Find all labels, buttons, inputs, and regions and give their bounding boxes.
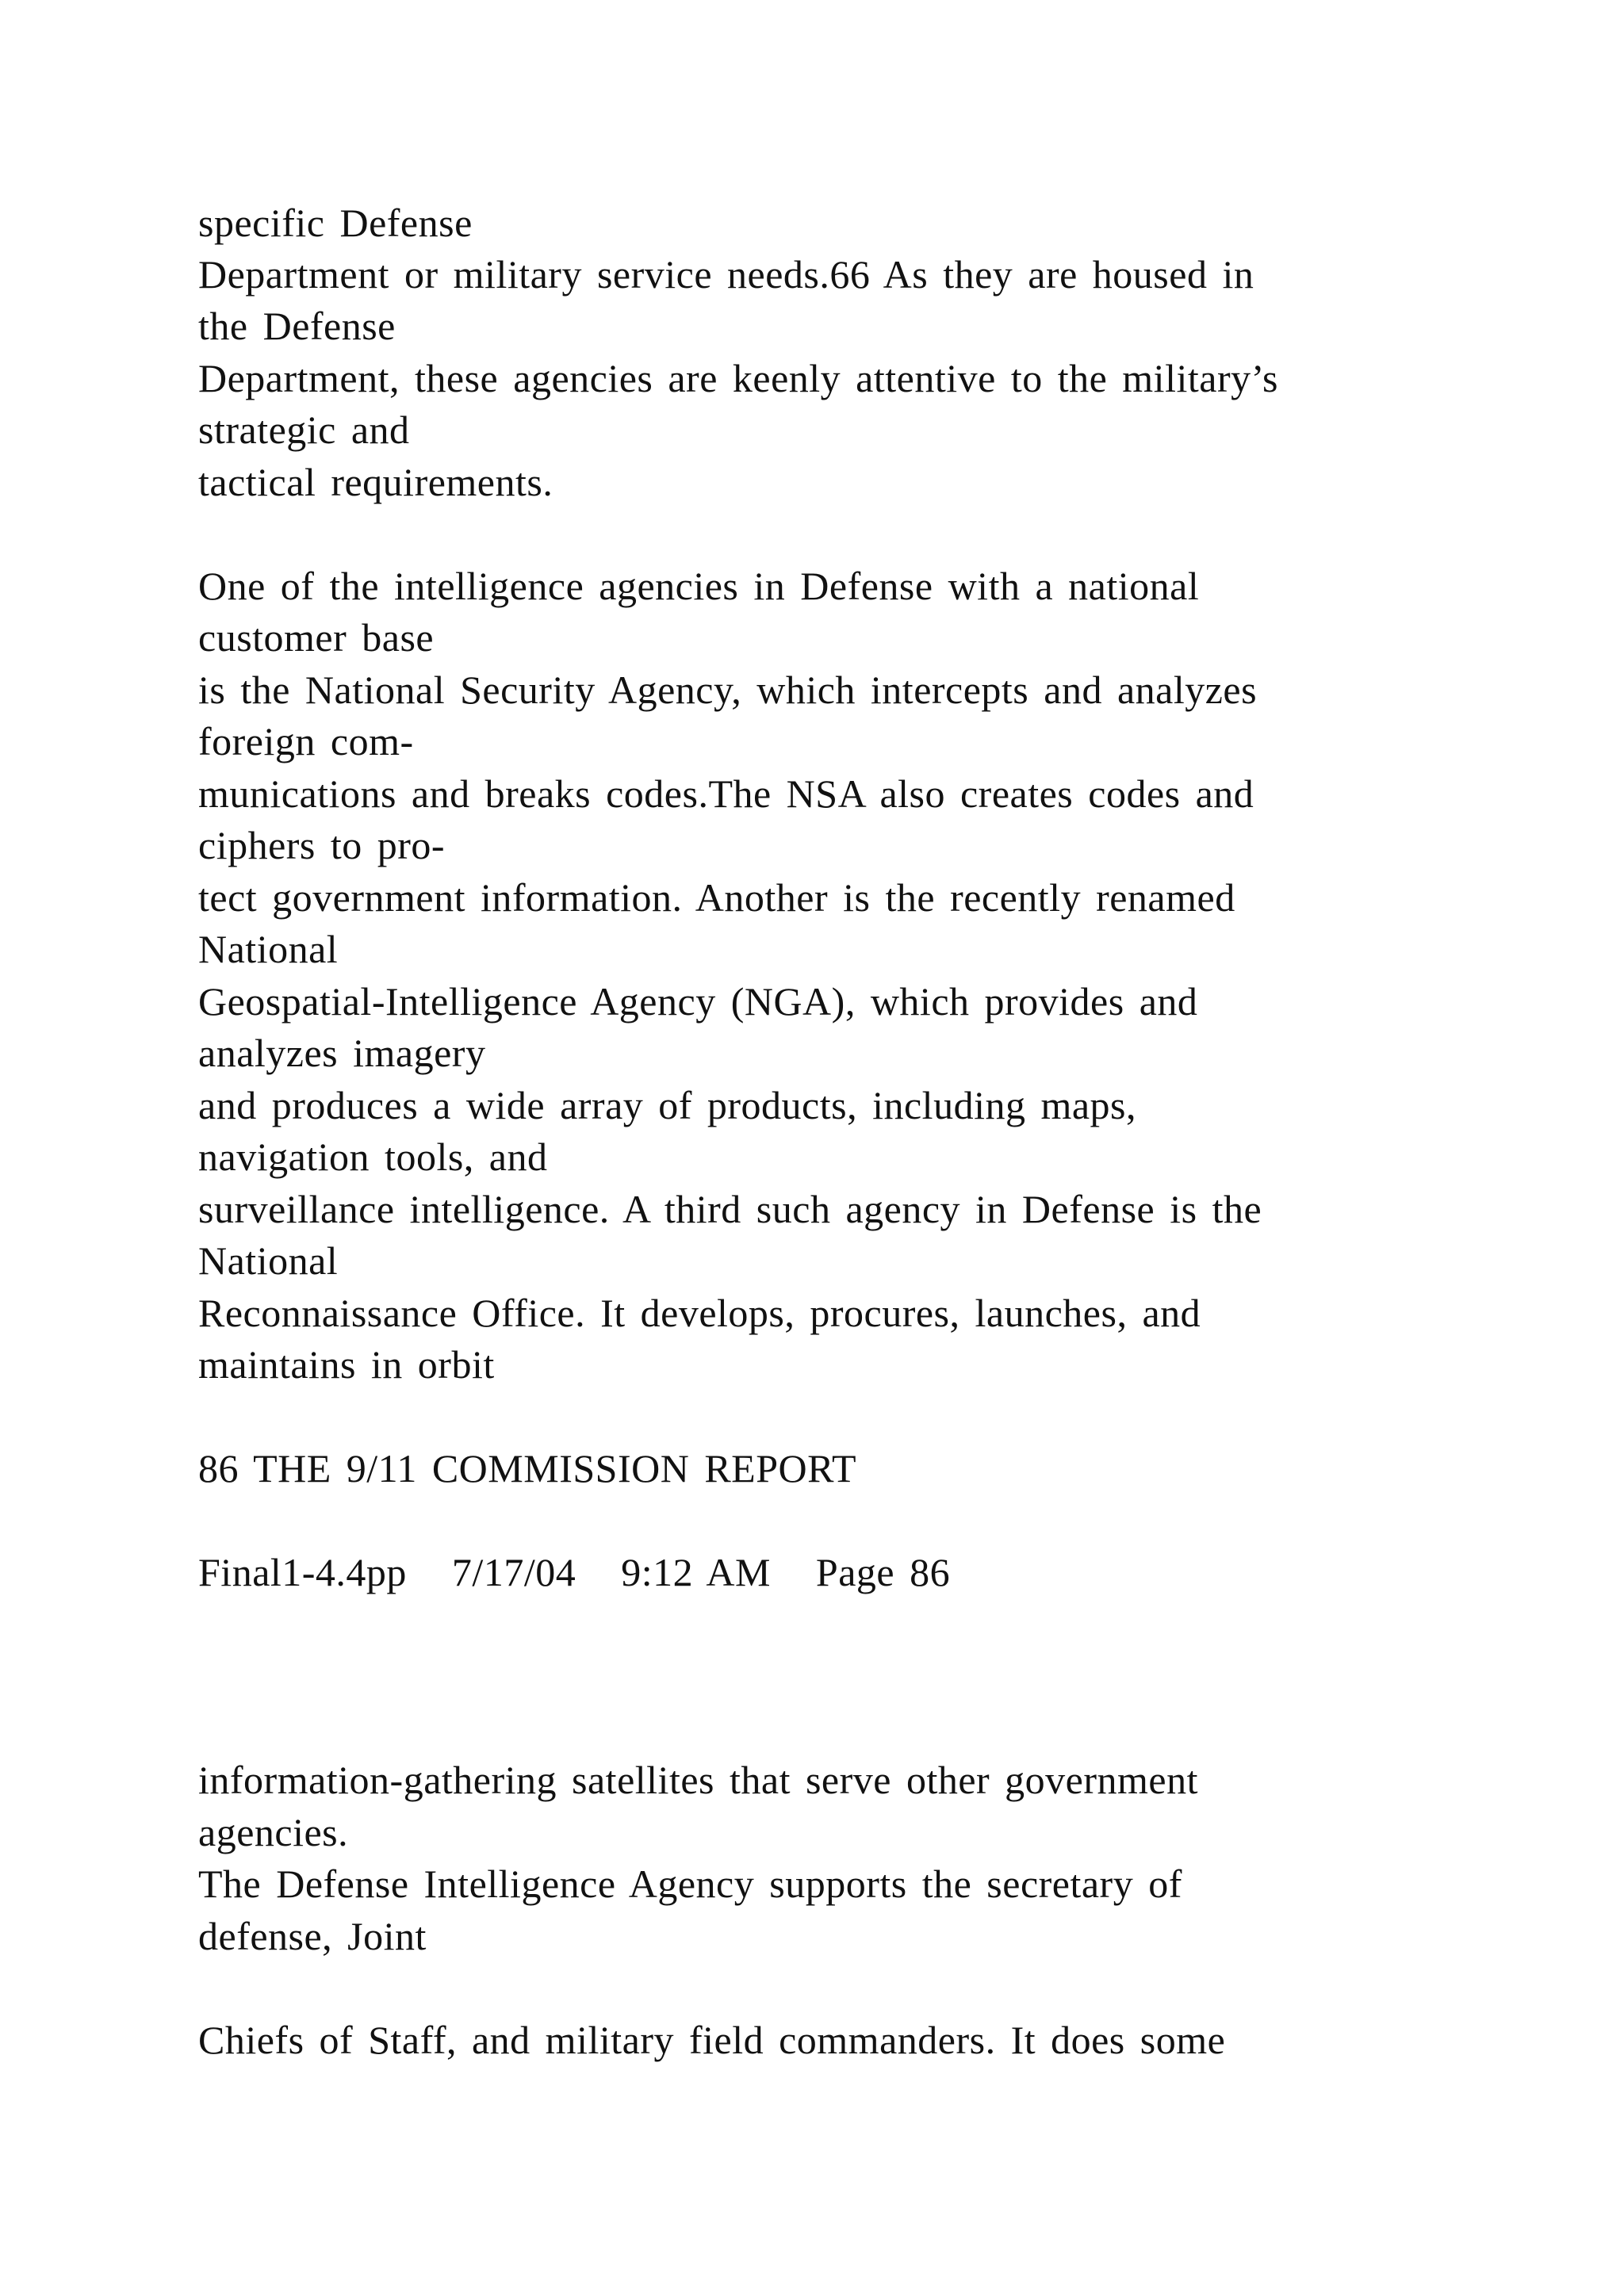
text-line: Geospatial-Intelligence Agency (NGA), which provides and [198,979,1198,1024]
text-line: navigation tools, and [198,1135,548,1179]
text-line: Chiefs of Staff, and military field commanders. It does some [198,2018,1226,2062]
text-line: is the National Security Agency, which intercepts and analyzes [198,668,1258,712]
text-line: and produces a wide array of products, including maps, [198,1083,1137,1127]
text-line: The Defense Intelligence Agency supports the secretary of [198,1862,1182,1906]
text-line: foreign com- [198,719,414,763]
text-line: Department, these agencies are keenly attentive to the military’s [198,356,1278,400]
text-line: National [198,927,339,971]
text-line: the Defense [198,304,396,348]
print-slug: Final1-4.4pp 7/17/04 9:12 AM Page 86 [198,1550,951,1594]
text-line: National [198,1238,339,1283]
text-line: Department or military service needs.66 As they are housed in [198,252,1254,297]
text-line: specific Defense [198,201,473,245]
text-line: ciphers to pro- [198,823,446,867]
text-line: Reconnaissance Office. It develops, procures, launches, and [198,1291,1201,1335]
text-line: strategic and [198,408,410,452]
text-line: One of the intelligence agencies in Defense with a national [198,564,1200,608]
text-line: munications and breaks codes.The NSA also creates codes and [198,771,1254,816]
text-line: analyzes imagery [198,1031,486,1075]
text-line: maintains in orbit [198,1342,495,1387]
text-line: tect government information. Another is the recently renamed [198,875,1235,920]
text-line: information-gathering satellites that serve other government [198,1758,1199,1802]
text-line: tactical requirements. [198,460,553,504]
text-line: customer base [198,615,435,660]
text-line: defense, Joint [198,1914,427,1958]
running-footer: 86 THE 9/11 COMMISSION REPORT [198,1446,857,1490]
text-line: agencies. [198,1810,349,1854]
text-line: surveillance intelligence. A third such agency in Defense is the [198,1187,1262,1231]
